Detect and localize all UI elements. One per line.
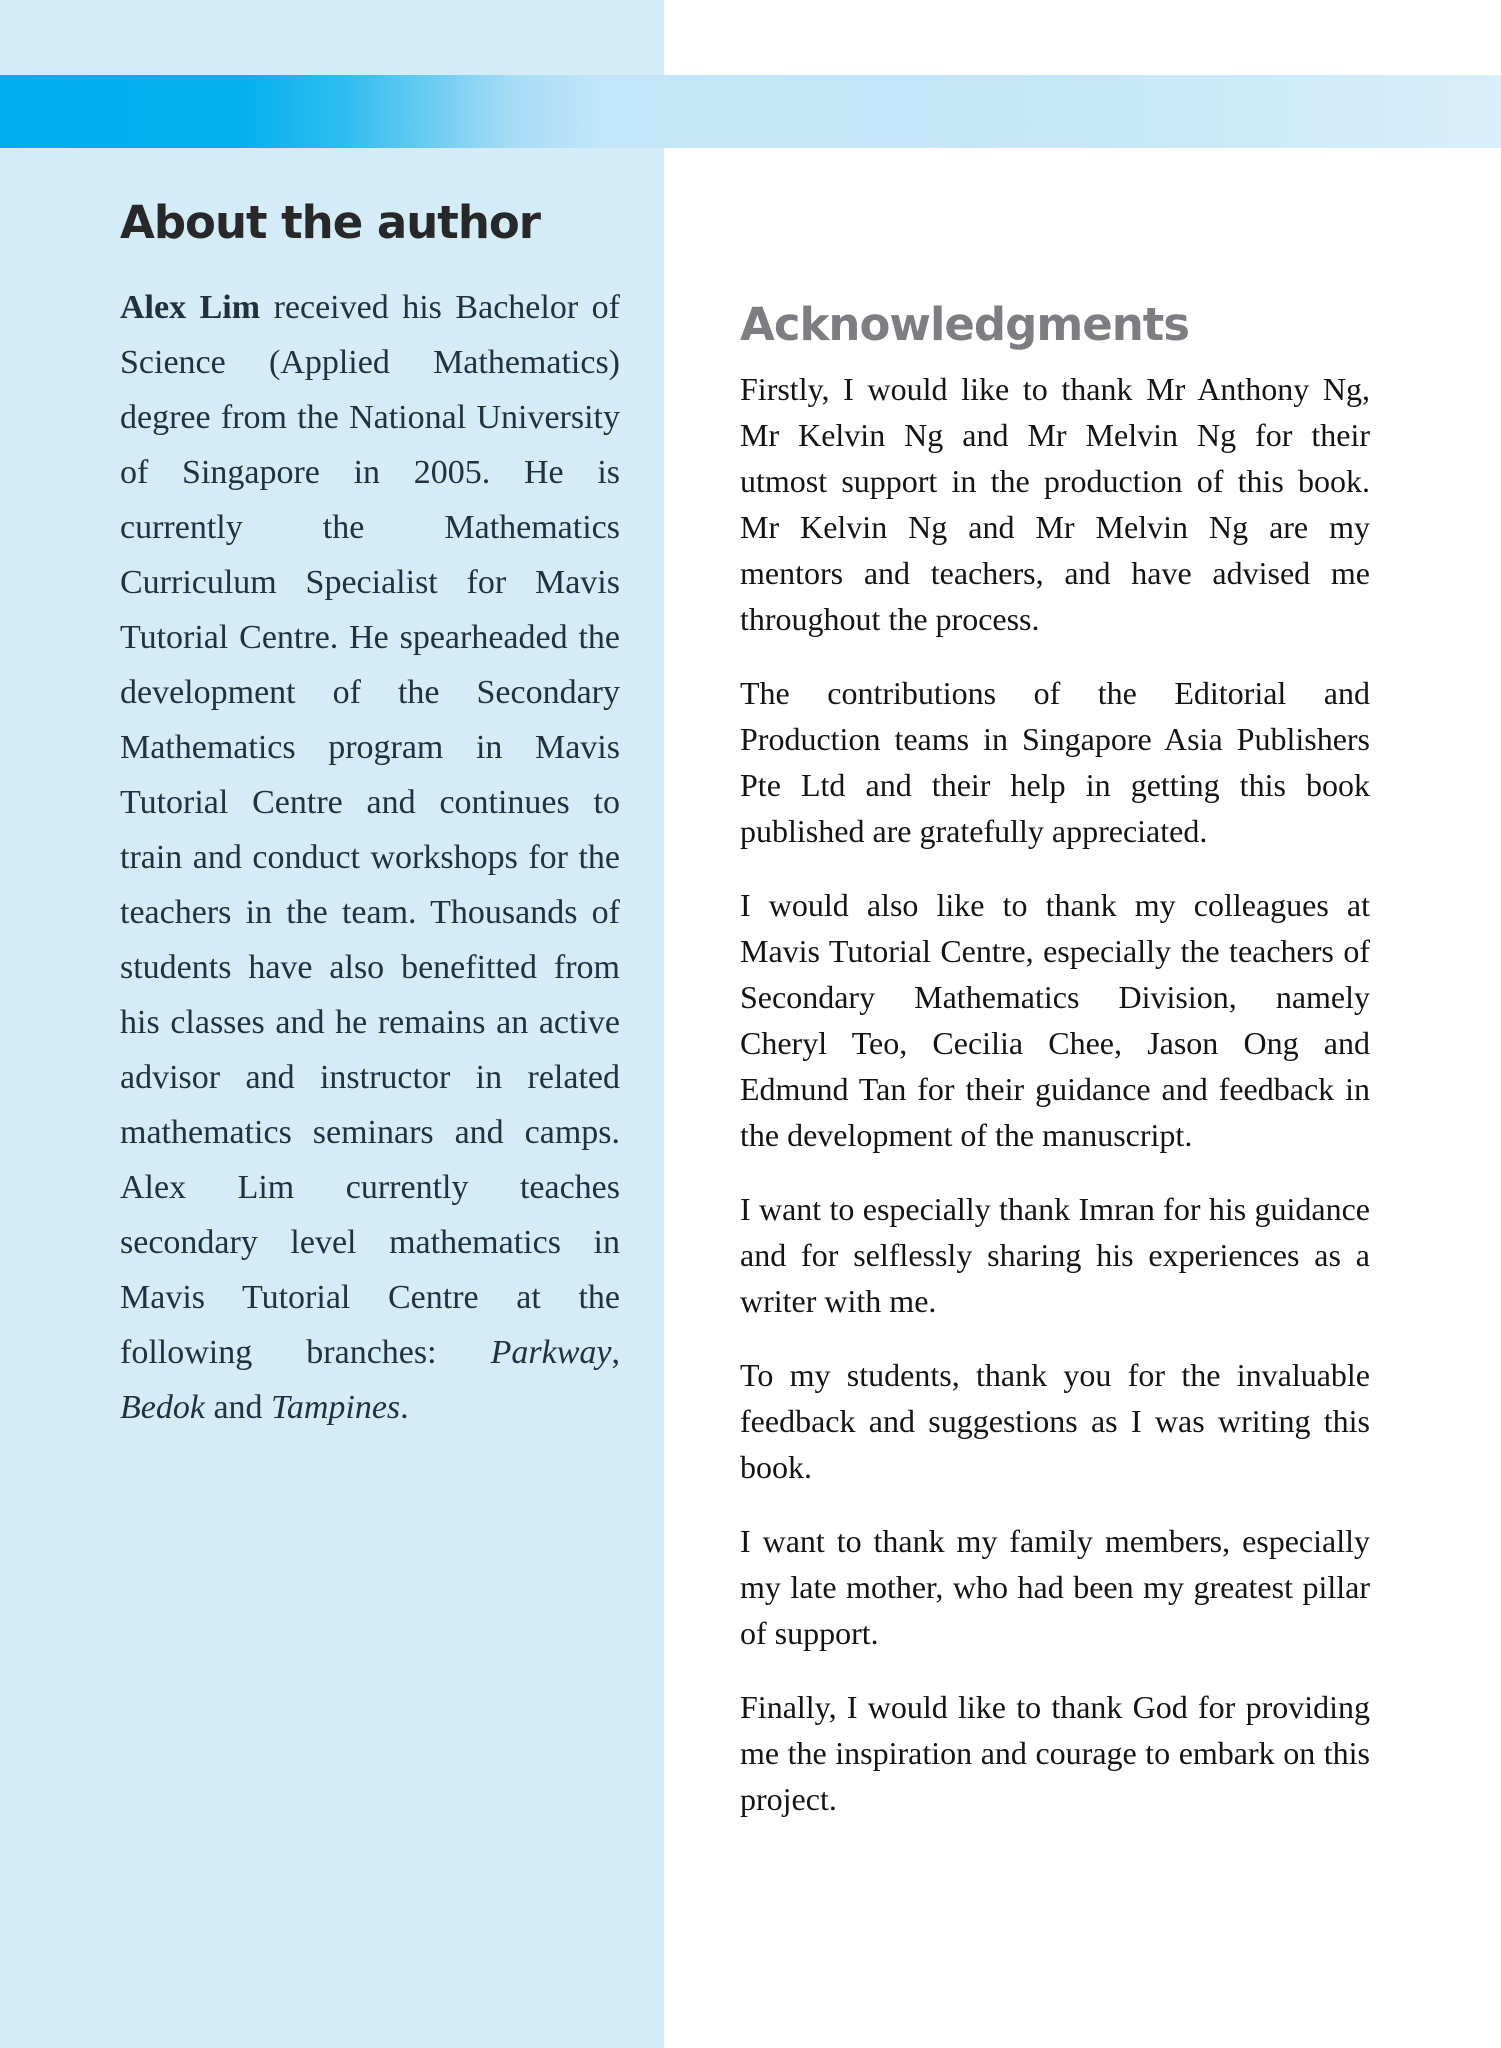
acknowledgments-paragraph: The contributions of the Editorial and Production teams in Singapore Asia Publishers Pte Ltd and their help in getting this book published are gratefully appreciated. [740,675,1370,849]
acknowledgments-heading: Acknowledgments [740,298,1190,351]
sentence-period: . [400,1389,409,1426]
about-the-author-heading: About the author [120,196,540,249]
branch-parkway: Parkway [490,1334,612,1371]
branch-separator-2: and [204,1389,272,1426]
branch-separator-1: , [611,1334,620,1371]
acknowledgments-paragraph: I want to especially thank Imran for his guidance and for selflessly sharing his experiences as a writer with me. [740,1191,1370,1319]
about-body-text: received his Bachelor of Science (Applied Mathematics) degree from the National University of Singapore in 2005. He is currently the Mathematics Curriculum Specialist for Mavis Tutorial Centre. He spearheaded the development of the Secondary Mathematics program in Mavis Tutorial Centre and continues to train and conduct workshops for the teachers in the team. Thousands of students have also benefitted from his classes and he remains an active advisor and instructor in related mathematics seminars and camps. Alex Lim currently teaches secondary level mathematics in Mavis Tutorial Centre at the following branches: [120,289,620,1371]
branch-bedok: Bedok [120,1389,205,1426]
acknowledgments-paragraph: To my students, thank you for the invaluable feedback and suggestions as I was writing this book. [740,1357,1370,1485]
acknowledgments-paragraph: Finally, I would like to thank God for providing me the inspiration and courage to embark on this project. [740,1689,1370,1817]
about-author-paragraph [120,280,620,1435]
acknowledgments-paragraph: I want to thank my family members, especially my late mother, who had been my greatest pillar of support. [740,1523,1370,1651]
acknowledgments-paragraph: I would also like to thank my colleagues at Mavis Tutorial Centre, especially the teachers of Secondary Mathematics Division, namely Cheryl Teo, Cecilia Chee, Jason Ong and Edmund Tan for their guidance and feedback in the development of the manuscript. [740,887,1370,1153]
acknowledgments-paragraph: Firstly, I would like to thank Mr Anthony Ng, Mr Kelvin Ng and Mr Melvin Ng for their utmost support in the production of this book. Mr Kelvin Ng and Mr Melvin Ng are my mentors and teachers, and have advised me throughout the process. [740,371,1370,637]
author-name: Alex Lim [120,289,261,326]
branch-tampines: Tampines [271,1389,401,1426]
top-gradient-band [0,75,1501,148]
acknowledgments-section [740,366,1370,1822]
